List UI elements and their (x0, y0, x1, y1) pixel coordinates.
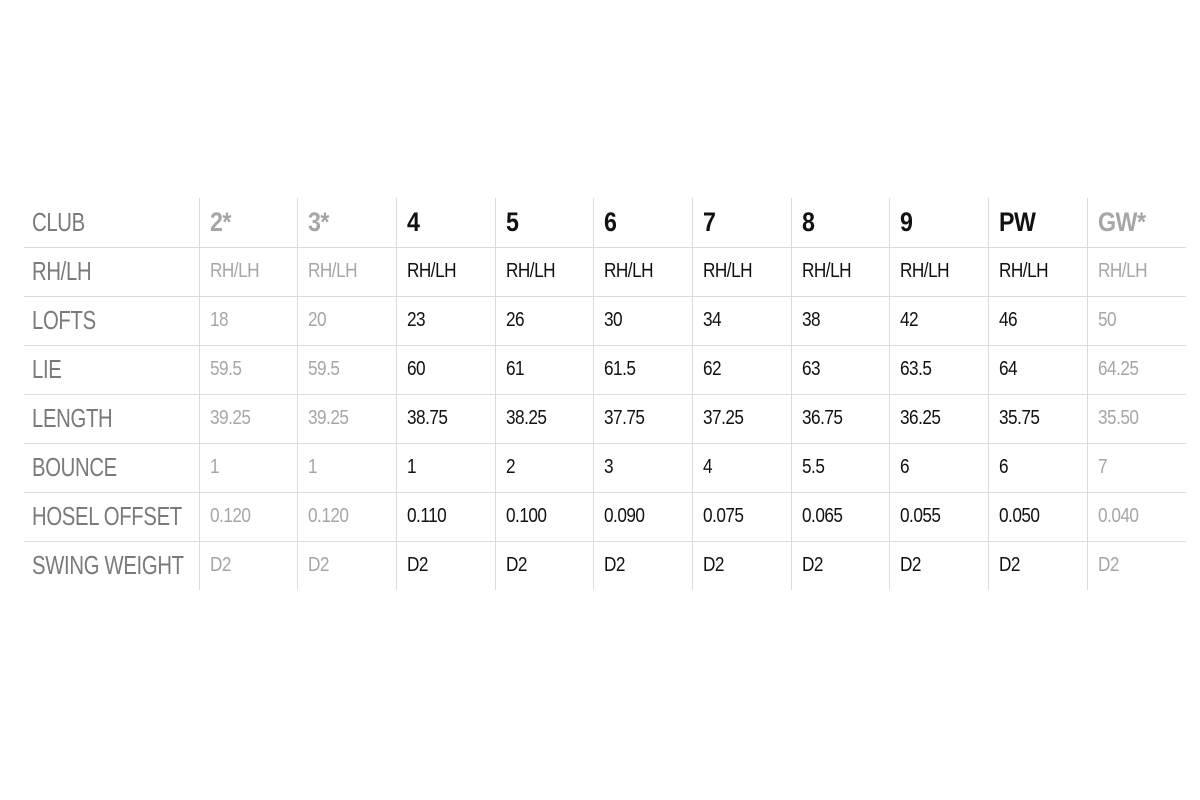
cell-value: 1 (308, 456, 318, 478)
table-cell (1087, 443, 1186, 492)
table-cell (396, 443, 495, 492)
table-cell (396, 247, 495, 296)
cell-value: 64 (999, 358, 1018, 380)
cell-value: D2 (604, 554, 626, 577)
cell-value: 4 (702, 456, 713, 478)
table-cell (594, 541, 693, 590)
cell-value: RH/LH (1097, 260, 1147, 282)
table-cell (298, 296, 397, 345)
table-cell (791, 541, 890, 590)
table-cell (989, 296, 1088, 345)
cell-value: 59.5 (209, 358, 241, 380)
cell-value: 5.5 (801, 456, 825, 478)
cell-value: 36.25 (900, 407, 941, 429)
table-cell (495, 541, 594, 590)
cell-value: 7 (1097, 456, 1107, 478)
table-cell (1087, 492, 1186, 541)
table-row (24, 541, 1186, 590)
cell-value: 36.75 (801, 407, 843, 429)
cell-value: 0.040 (1097, 505, 1139, 527)
cell-value: RH/LH (406, 260, 456, 282)
column-header-text: 8 (801, 206, 815, 237)
table-cell (396, 492, 495, 541)
row-label-text: SWING WEIGHT (32, 550, 184, 581)
cell-value: D2 (209, 554, 231, 577)
table-cell (396, 296, 495, 345)
table-cell (298, 443, 397, 492)
cell-value: 0.050 (999, 505, 1040, 527)
row-label-text: HOSEL OFFSET (32, 501, 182, 531)
table-cell (594, 247, 693, 296)
cell-value: 35.75 (999, 407, 1040, 429)
column-header-text: 9 (900, 206, 913, 237)
table-cell (791, 247, 890, 296)
table-cell (298, 345, 397, 394)
table-cell (692, 541, 791, 590)
table-cell (495, 296, 594, 345)
cell-value: 61.5 (604, 358, 636, 380)
cell-value: RH/LH (505, 260, 555, 282)
row-label-text: LIE (32, 354, 62, 384)
cell-value: 0.090 (604, 505, 645, 527)
cell-value: 0.120 (209, 505, 250, 527)
table-cell (890, 296, 989, 345)
cell-value: 37.25 (702, 407, 744, 429)
cell-value: D2 (308, 554, 330, 577)
table-cell (890, 345, 989, 394)
cell-value: 0.055 (900, 505, 941, 527)
cell-value: 20 (308, 309, 327, 331)
cell-value: 6 (999, 456, 1009, 478)
cell-value: RH/LH (801, 260, 851, 282)
table-cell (298, 394, 397, 443)
table-cell (692, 296, 791, 345)
row-label-text: LENGTH (32, 403, 113, 433)
column-header-text: 3* (308, 206, 330, 237)
cell-value: 30 (604, 309, 623, 331)
table-cell (692, 443, 791, 492)
column-header (396, 198, 495, 247)
column-header (594, 198, 693, 247)
table-cell (791, 345, 890, 394)
table-cell (199, 296, 298, 345)
table-cell (791, 394, 890, 443)
column-header (692, 198, 791, 247)
cell-value: D2 (801, 554, 823, 577)
column-header-text: PW (999, 206, 1036, 237)
table-cell (298, 247, 397, 296)
cell-value: 0.100 (505, 505, 547, 527)
table-cell (791, 443, 890, 492)
cell-value: 6 (900, 456, 910, 478)
cell-value: 0.065 (801, 505, 843, 527)
row-label-text: CLUB (32, 206, 85, 237)
column-header-text: 4 (406, 206, 420, 237)
table-row (24, 443, 1186, 492)
cell-value: 61 (505, 358, 524, 380)
cell-value: D2 (505, 554, 527, 577)
column-header (495, 198, 594, 247)
table-cell (594, 394, 693, 443)
table-row (24, 247, 1186, 296)
cell-value: 64.25 (1097, 358, 1139, 380)
column-header-text: 6 (604, 206, 617, 237)
cell-value: 1 (406, 456, 416, 478)
table-cell (199, 443, 298, 492)
column-header (989, 198, 1088, 247)
cell-value: RH/LH (308, 260, 358, 282)
row-label-text: LOFTS (32, 305, 96, 335)
cell-value: D2 (1097, 554, 1119, 577)
cell-value: D2 (406, 554, 428, 577)
row-label-text: BOUNCE (32, 452, 117, 482)
cell-value: 3 (604, 456, 614, 478)
column-header (298, 198, 397, 247)
table-cell (199, 541, 298, 590)
cell-value: RH/LH (209, 260, 259, 282)
column-header-text: GW* (1097, 206, 1146, 237)
cell-value: 62 (702, 358, 722, 380)
cell-value: 0.110 (406, 505, 447, 527)
table-cell (1087, 541, 1186, 590)
table-row (24, 492, 1186, 541)
header-row (24, 198, 1186, 247)
cell-value: RH/LH (604, 260, 654, 282)
column-header (890, 198, 989, 247)
table-cell (495, 394, 594, 443)
cell-value: 63 (801, 358, 820, 380)
table-cell (495, 443, 594, 492)
table-cell (594, 492, 693, 541)
cell-value: D2 (702, 554, 724, 577)
cell-value: 1 (209, 456, 219, 478)
cell-value: 63.5 (900, 358, 932, 380)
row-label-text: RH/LH (32, 256, 92, 286)
table-cell (989, 492, 1088, 541)
table-cell (396, 345, 495, 394)
column-header (1087, 198, 1186, 247)
row-label (24, 394, 199, 443)
table-cell (199, 247, 298, 296)
table-cell (890, 443, 989, 492)
table-cell (890, 541, 989, 590)
table-cell (298, 541, 397, 590)
cell-value: 42 (900, 309, 919, 331)
row-label (24, 247, 199, 296)
table-cell (594, 345, 693, 394)
cell-value: 38 (801, 309, 820, 331)
table-cell (1087, 345, 1186, 394)
table-cell (989, 443, 1088, 492)
column-header (199, 198, 298, 247)
spec-table-body (24, 198, 1186, 590)
cell-value: 60 (406, 358, 425, 380)
table-cell (298, 492, 397, 541)
table-cell (692, 247, 791, 296)
table-cell (791, 492, 890, 541)
row-label (24, 492, 199, 541)
table-cell (396, 541, 495, 590)
cell-value: 38.25 (505, 407, 547, 429)
row-label (24, 296, 199, 345)
cell-value: 46 (999, 309, 1018, 331)
table-cell (1087, 247, 1186, 296)
table-cell (1087, 394, 1186, 443)
cell-value: 0.075 (702, 505, 744, 527)
table-cell (199, 492, 298, 541)
column-header-text: 2* (209, 206, 231, 237)
table-cell (495, 345, 594, 394)
table-row (24, 394, 1186, 443)
table-cell (1087, 296, 1186, 345)
cell-value: 38.75 (406, 407, 448, 429)
table-cell (890, 492, 989, 541)
row-label (24, 443, 199, 492)
table-cell (199, 345, 298, 394)
row-label (24, 541, 199, 590)
cell-value: 39.25 (308, 407, 349, 429)
cell-value: 35.50 (1097, 407, 1139, 429)
table-cell (594, 443, 693, 492)
cell-value: 50 (1097, 309, 1116, 331)
column-header-text: 5 (505, 206, 518, 237)
cell-value: D2 (999, 554, 1020, 577)
table-cell (989, 394, 1088, 443)
table-cell (692, 492, 791, 541)
table-cell (989, 541, 1088, 590)
cell-value: 18 (209, 309, 228, 331)
cell-value: RH/LH (702, 260, 752, 282)
table-cell (989, 247, 1088, 296)
cell-value: 26 (505, 309, 524, 331)
cell-value: D2 (900, 554, 922, 577)
table-cell (199, 394, 298, 443)
cell-value: 0.120 (308, 505, 349, 527)
table-cell (594, 296, 693, 345)
cell-value: 39.25 (209, 407, 250, 429)
cell-value: 2 (505, 456, 515, 478)
table-cell (890, 394, 989, 443)
cell-value: 34 (702, 309, 722, 331)
table-cell (692, 345, 791, 394)
club-spec-table (24, 198, 1186, 590)
table-row (24, 296, 1186, 345)
table-cell (396, 394, 495, 443)
table-cell (692, 394, 791, 443)
table-cell (495, 247, 594, 296)
cell-value: RH/LH (999, 260, 1049, 282)
table-cell (989, 345, 1088, 394)
table-cell (495, 492, 594, 541)
column-header-text: 7 (702, 206, 716, 237)
table-cell (890, 247, 989, 296)
cell-value: 37.75 (604, 407, 645, 429)
column-header (791, 198, 890, 247)
row-label (24, 198, 199, 247)
table-row (24, 345, 1186, 394)
cell-value: 59.5 (308, 358, 340, 380)
table-cell (791, 296, 890, 345)
cell-value: 23 (406, 309, 425, 331)
cell-value: RH/LH (900, 260, 950, 282)
row-label (24, 345, 199, 394)
